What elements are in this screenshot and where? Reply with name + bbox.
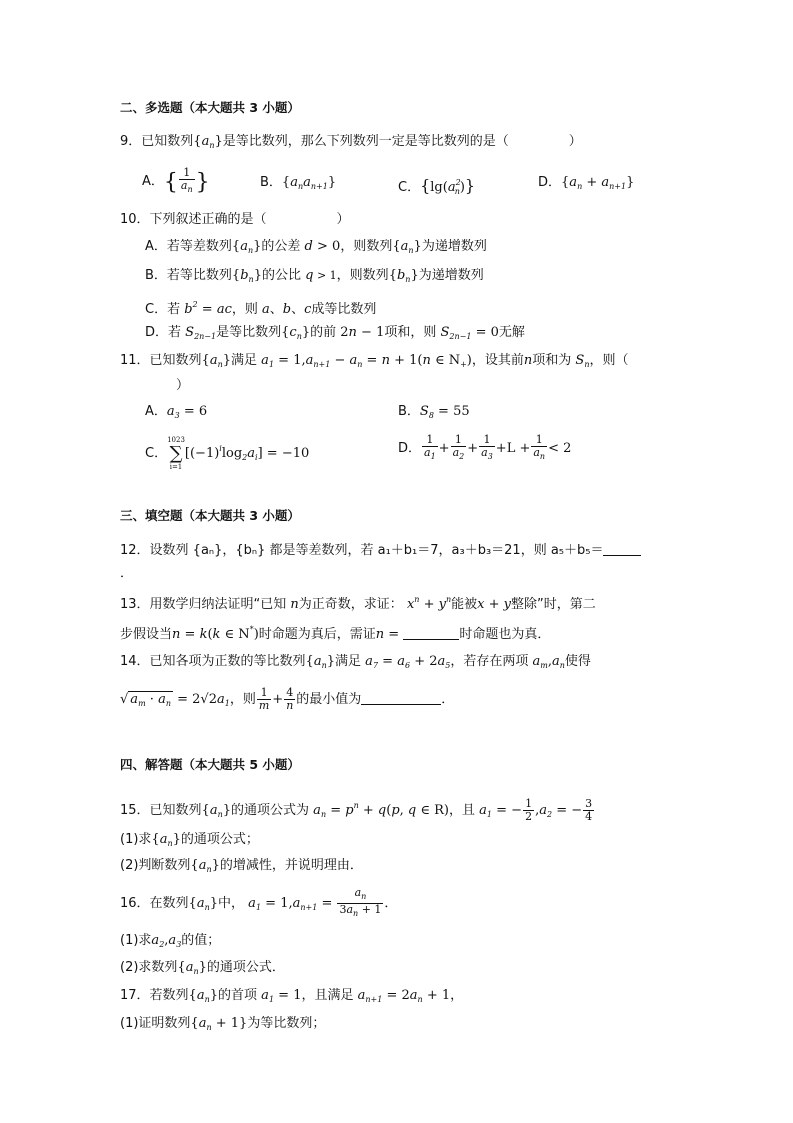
question-15-part-1: (1)求$\{a_n\}$的通项公式；	[120, 832, 259, 848]
question-16-stem: 16．在数列$\{a_n\}$中， $a_1 = 1,a_{n+1}$ = $\frac{a_n}{3a_n + 1}$ ．	[120, 886, 398, 918]
question-13-line-1: 13．用数学归纳法证明“已知 n为正奇数，求证： $x^n + y^n$能被x + y整除”时，第二	[120, 595, 596, 612]
question-9-stem: 9．已知数列$\{a_n\}$是等比数列，那么下列数列一定是等比数列的是（ ）	[120, 134, 582, 150]
question-9-option-c: C．$\{\lg(a^2_n)\}$	[398, 176, 476, 196]
question-17-part-1: (1)证明数列$\{a_n + 1\}$为等比数列；	[120, 1016, 326, 1032]
question-10-option-c: C．若 $b^2$ = ac，则 a、b、c成等比数列	[145, 300, 377, 317]
question-9-option-d: D．$\{a_n + a_{n+1}\}$	[538, 175, 635, 191]
question-14-line-2: √ $a_m \cdot a_n = 2√2a_1$，则 $\frac{1}{m}$ + $\frac{4}{n}$ 的最小值为 ．	[120, 686, 455, 712]
question-13-line-2: 步假设当n = k(k ∈ N*)时命题为真后，需证n = 时命题也为真．	[120, 625, 551, 642]
section-title-multi: 二、多选题（本大题共 3 小题）	[120, 100, 300, 115]
question-11-option-b: B．$S_8 = 55$	[398, 404, 470, 420]
question-17-stem: 17．若数列$\{a_n\}$的首项 $a_1 = 1$，且满足 $a_{n+1} = 2a_n + 1$，	[120, 988, 464, 1004]
question-10-option-a: A．若等差数列$\{a_n\}$的公差 d > 0，则数列$\{a_n\}$为递增数列	[145, 239, 487, 255]
question-10-option-d: D．若 $S_{2n-1}$是等比数列$\{c_n\}$的前 2n − 1项和，则 $S_{2n-1} = 0$无解	[145, 325, 525, 341]
question-16-part-1: (1)求$a_2,a_3$的值；	[120, 933, 221, 949]
question-11-option-c: C． 1023 ∑ i=1 $[(-1)^i\log_2a_i] = -10$	[145, 435, 310, 471]
question-14-line-1: 14．已知各项为正数的等比数列$\{a_n\}$满足 $a_7 = a_6 + 2a_5$，若存在两项 $a_m,a_n$使得	[120, 654, 591, 670]
question-10-stem: 10．下列叙述正确的是（ ）	[120, 212, 350, 227]
question-12-tail: ．	[120, 566, 134, 581]
question-15-stem: 15．已知数列$\{a_n\}$的通项公式为 $a_n = p^n + q(p$, q ∈ R)，且 $a_1$ = − $\frac{1}{2}$ $,a_2$ = − $\frac{3}{4}$	[120, 797, 593, 823]
question-11-option-d: D． $\frac{1}{a_1}$ + $\frac{1}{a_2}$ + $\frac{1}{a_3}$ +L + $\frac{1}{a_n}$ < 2	[398, 433, 572, 461]
section-title-fill: 三、填空题（本大题共 3 小题）	[120, 508, 300, 523]
question-15-part-2: (2)判断数列$\{a_n\}$的增减性，并说明理由．	[120, 858, 363, 874]
question-11-option-a: A．$a_3 = 6$	[145, 404, 208, 420]
question-9-option-a: A．{ $\frac{1}{a_n}$ }	[142, 166, 210, 195]
section-title-solve: 四、解答题（本大题共 5 小题）	[120, 757, 300, 772]
question-12-stem: 12．设数列 {aₙ}，{bₙ} 都是等差数列，若 a₁＋b₁＝7，a₃＋b₃＝21，则 a₅＋b₅＝	[120, 541, 641, 560]
question-11-stem: 11．已知数列$\{a_n\}$满足 $a_1 = 1,a_{n+1} - a_n = n + 1(n$ ∈ $N_+$)，设其前n项和为 $S_n$，则（	[120, 353, 629, 369]
question-10-option-b: B．若等比数列$\{b_n\}$的公比 q > 1，则数列$\{b_n\}$为递增数列	[145, 268, 484, 284]
question-11-paren-close: ）	[176, 378, 190, 393]
question-16-part-2: (2)求数列$\{a_n\}$的通项公式．	[120, 960, 285, 976]
question-9-option-b: B．$\{a_na_{n+1}\}$	[260, 175, 337, 191]
